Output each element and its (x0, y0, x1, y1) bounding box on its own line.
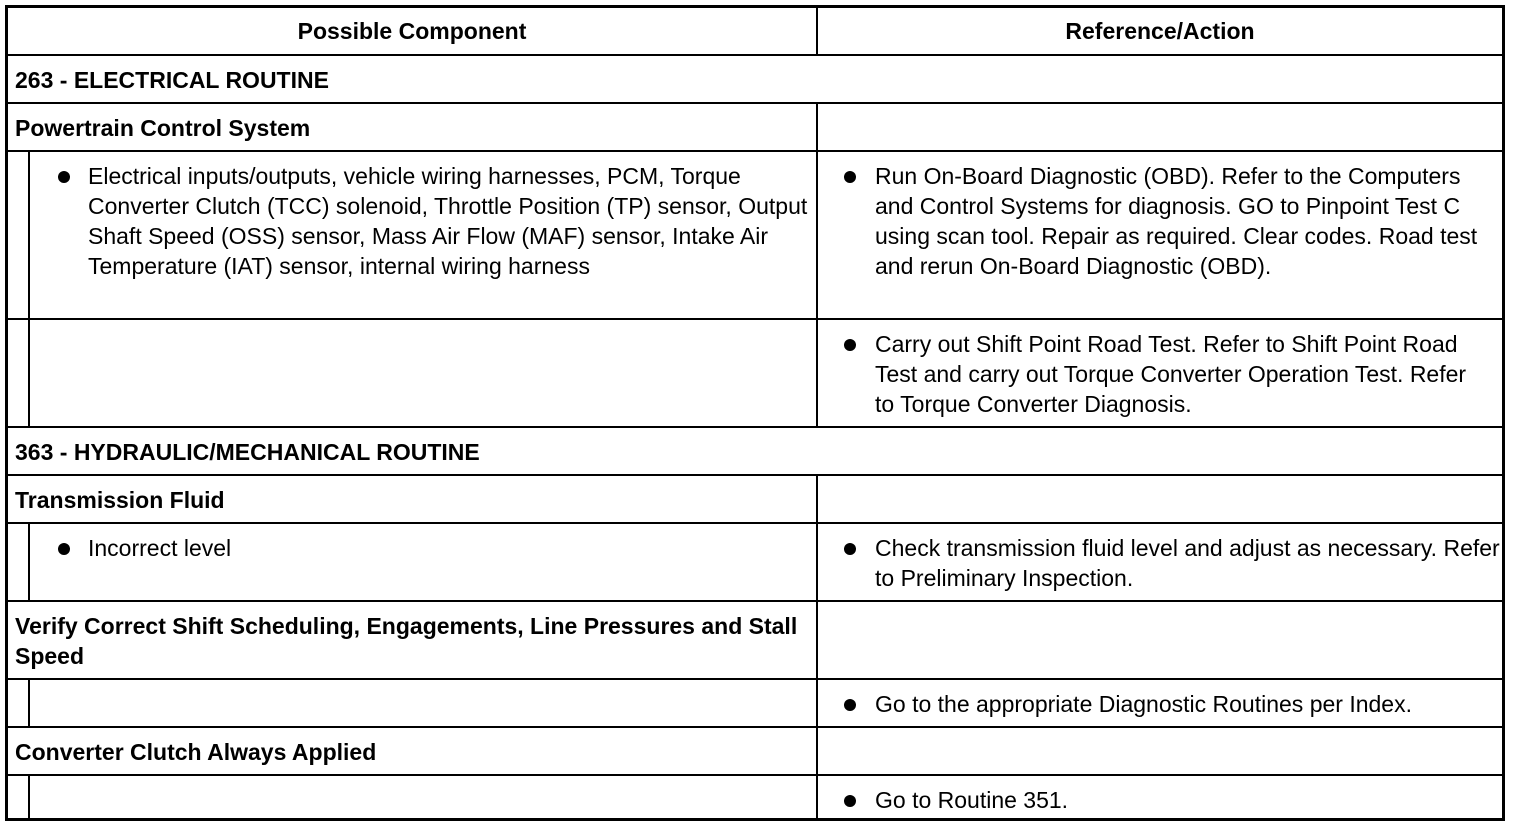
section-row-electrical (8, 56, 1502, 104)
column-divider (816, 476, 818, 522)
column-divider (816, 728, 818, 774)
component-bullet-item (30, 524, 816, 600)
component-text: Incorrect level (88, 535, 232, 561)
component-row (8, 476, 1502, 524)
component-row (8, 602, 1502, 680)
indent-divider (28, 680, 30, 726)
detail-row (8, 680, 1502, 728)
component-heading: Powertrain Control System (15, 115, 311, 141)
action-text: Check transmission fluid level and adjust as necessary. Refer to Preliminary Inspection. (875, 535, 1500, 591)
header-possible-component: Possible Component (297, 17, 527, 44)
component-heading: Converter Clutch Always Applied (15, 739, 377, 765)
component-text: Electrical inputs/outputs, vehicle wiring harnesses, PCM, Torque Converter Clutch (TCC) solenoid, Throttle Position (TP) sensor, Output Shaft Speed (OSS) sensor, Mass Air Flow (MAF) sensor, Intake Air Temperature (IAT) sensor, internal wiring harness (88, 163, 808, 279)
action-text: Go to the appropriate Diagnostic Routines per Index. (875, 691, 1412, 717)
action-text: Run On-Board Diagnostic (OBD). Refer to the Computers and Control Systems for diagnosis. GO to Pinpoint Test C using scan tool. Repair as required. Clear codes. Road test and rerun On-Board Diagnostic (OBD). (875, 163, 1478, 279)
component-heading: Transmission Fluid (15, 487, 225, 513)
indent-divider (28, 776, 30, 818)
diagnostic-table (5, 5, 1505, 821)
bullet-icon (844, 543, 856, 555)
bullet-icon (58, 171, 70, 183)
section-title: 263 - ELECTRICAL ROUTINE (15, 67, 329, 93)
action-bullet-item (818, 776, 1502, 818)
action-text: Go to Routine 351. (875, 787, 1069, 813)
detail-row (8, 524, 1502, 602)
action-bullet-item (818, 320, 1502, 426)
column-divider (816, 602, 818, 678)
section-row-hydraulic (8, 428, 1502, 476)
table-header-row (8, 8, 1502, 56)
component-heading: Verify Correct Shift Scheduling, Engagements, Line Pressures and Stall Speed (15, 613, 798, 669)
component-row (8, 104, 1502, 152)
action-bullet-item (818, 680, 1502, 726)
bullet-icon (844, 171, 856, 183)
action-bullet-item (818, 524, 1502, 600)
bullet-icon (844, 339, 856, 351)
indent-divider (28, 320, 30, 426)
action-bullet-item (818, 152, 1502, 318)
bullet-icon (844, 699, 856, 711)
bullet-icon (58, 543, 70, 555)
detail-row (8, 776, 1502, 818)
component-row (8, 728, 1502, 776)
header-reference-action: Reference/Action (1065, 17, 1255, 44)
detail-row (8, 152, 1502, 320)
component-bullet-item (30, 152, 816, 318)
section-title: 363 - HYDRAULIC/MECHANICAL ROUTINE (15, 439, 480, 465)
column-divider (816, 104, 818, 150)
detail-row (8, 320, 1502, 428)
action-text: Carry out Shift Point Road Test. Refer to Shift Point Road Test and carry out Torque Converter Operation Test. Refer to Torque Converter Diagnosis. (875, 331, 1467, 417)
bullet-icon (844, 795, 856, 807)
